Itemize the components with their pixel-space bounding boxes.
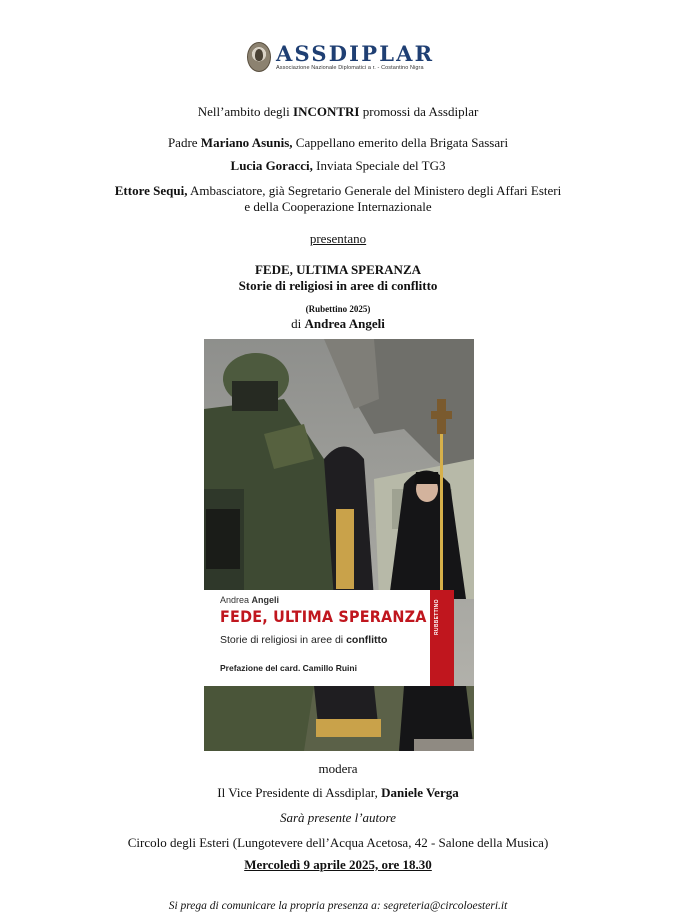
book-publisher-year: (Rubettino 2025): [305, 304, 371, 314]
speaker-goracci: Lucia Goracci, Inviata Speciale del TG3: [230, 158, 446, 173]
seal-icon: [247, 42, 271, 72]
assdiplar-logo: [247, 42, 434, 72]
venue-line: Circolo degli Esteri (Lungotevere dell’Acqua Acetosa, 42 - Salone della Musica): [127, 835, 549, 850]
cover-photo: [204, 339, 474, 751]
intro-line: Nell’ambito degli INCONTRI promossi da Assdiplar: [197, 104, 479, 119]
cover-preface: Prefazione del card. Camillo Ruini: [220, 663, 357, 673]
event-date: Mercoledì 9 aprile 2025, ore 18.30: [244, 857, 432, 872]
book-title: FEDE, ULTIMA SPERANZA: [254, 262, 422, 277]
book-cover-image: [204, 339, 474, 751]
author-present-line: Sarà presente l’autore: [279, 810, 397, 825]
moderator-line: Il Vice Presidente di Assdiplar, Daniele Verga: [217, 785, 459, 800]
cover-publisher-strip: RUBBETTINO: [430, 590, 454, 686]
book-subtitle: Storie di religiosi in aree di conflitto: [238, 278, 438, 293]
cover-author: Andrea Angeli: [220, 595, 280, 605]
cover-title: FEDE, ULTIMA SPERANZA: [220, 607, 427, 626]
logo-name: ASSDIPLAR: [276, 41, 435, 66]
speaker-sequi: Ettore Sequi, Ambasciatore, già Segretario Generale del Ministero degli Affari Esteri: [114, 183, 562, 198]
cover-subtitle: Storie di religiosi in aree di conflitto: [220, 634, 388, 646]
logo-subtitle: Associazione Nazionale Diplomatici a r. - Costantino Nigra: [276, 65, 424, 71]
modera-text: modera: [318, 761, 358, 776]
rsvp-line: Si prega di comunicare la propria presenza a: segreteria@circoloesteri.it: [168, 900, 508, 912]
book-author-line: di Andrea Angeli: [291, 316, 385, 331]
speaker-asunis: Padre Mariano Asunis, Cappellano emerito della Brigata Sassari: [167, 135, 509, 150]
speaker-sequi-cont: e della Cooperazione Internazionale: [244, 199, 432, 214]
presentano-text: presentano: [309, 231, 367, 246]
